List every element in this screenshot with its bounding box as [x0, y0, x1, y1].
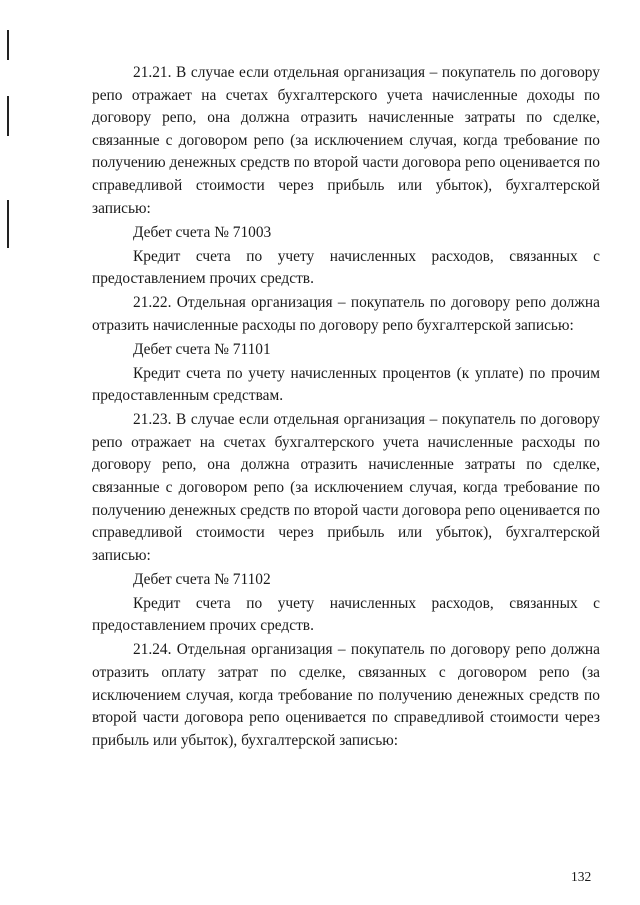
- paragraph-21-21: 21.21. В случае если отдельная организация – покупатель по договору репо отражает на счетах бухгалтерского учета начисленные доходы по договору репо, она должна отразить начисленные затраты по сделке, связанные с договором репо (за исключением случая, когда требование по получению денежных средств по второй части договора репо оценивается по справедливой стоимости через прибыль или убыток), бухгалтерской записью:: [92, 64, 600, 217]
- document-body: [92, 62, 600, 754]
- page-number: 132: [571, 869, 592, 884]
- credit-entry: Кредит счета по учету начисленных процентов (к уплате) по прочим предоставленным средствам.: [92, 364, 600, 405]
- scan-edge-mark: [7, 200, 9, 248]
- scan-edge-mark: [7, 96, 9, 136]
- debit-entry-71102: Дебет счета № 71102: [133, 570, 271, 588]
- credit-entry: Кредит счета по учету начисленных расходов, связанных с предоставлением прочих средств.: [92, 594, 600, 635]
- scan-edge-mark: [7, 30, 9, 60]
- debit-entry-71101: Дебет счета № 71101: [133, 340, 271, 358]
- paragraph-21-22: 21.22. Отдельная организация – покупатель по договору репо должна отразить начисленные расходы по договору репо бухгалтерской записью:: [92, 294, 600, 334]
- credit-entry: Кредит счета по учету начисленных расходов, связанных с предоставлением прочих средств.: [92, 247, 600, 288]
- paragraph-21-23: 21.23. В случае если отдельная организация – покупатель по договору репо отражает на счетах бухгалтерского учета начисленные расходы по договору репо, она должна отразить начисленные затраты по сделке, связанные с договором репо (за исключением случая, когда требование по получению денежных средств по второй части договора репо оценивается по справедливой стоимости через прибыль или убыток), бухгалтерской записью:: [92, 411, 600, 564]
- debit-entry-71003: Дебет счета № 71003: [133, 223, 272, 241]
- paragraph-21-24: 21.24. Отдельная организация – покупатель по договору репо должна отразить оплату затрат по сделке, связанных с договором репо (за исключением случая, когда требование по получению денежных средств по второй части договора репо оценивается по справедливой стоимости через прибыль или убыток), бухгалтерской записью:: [92, 641, 600, 749]
